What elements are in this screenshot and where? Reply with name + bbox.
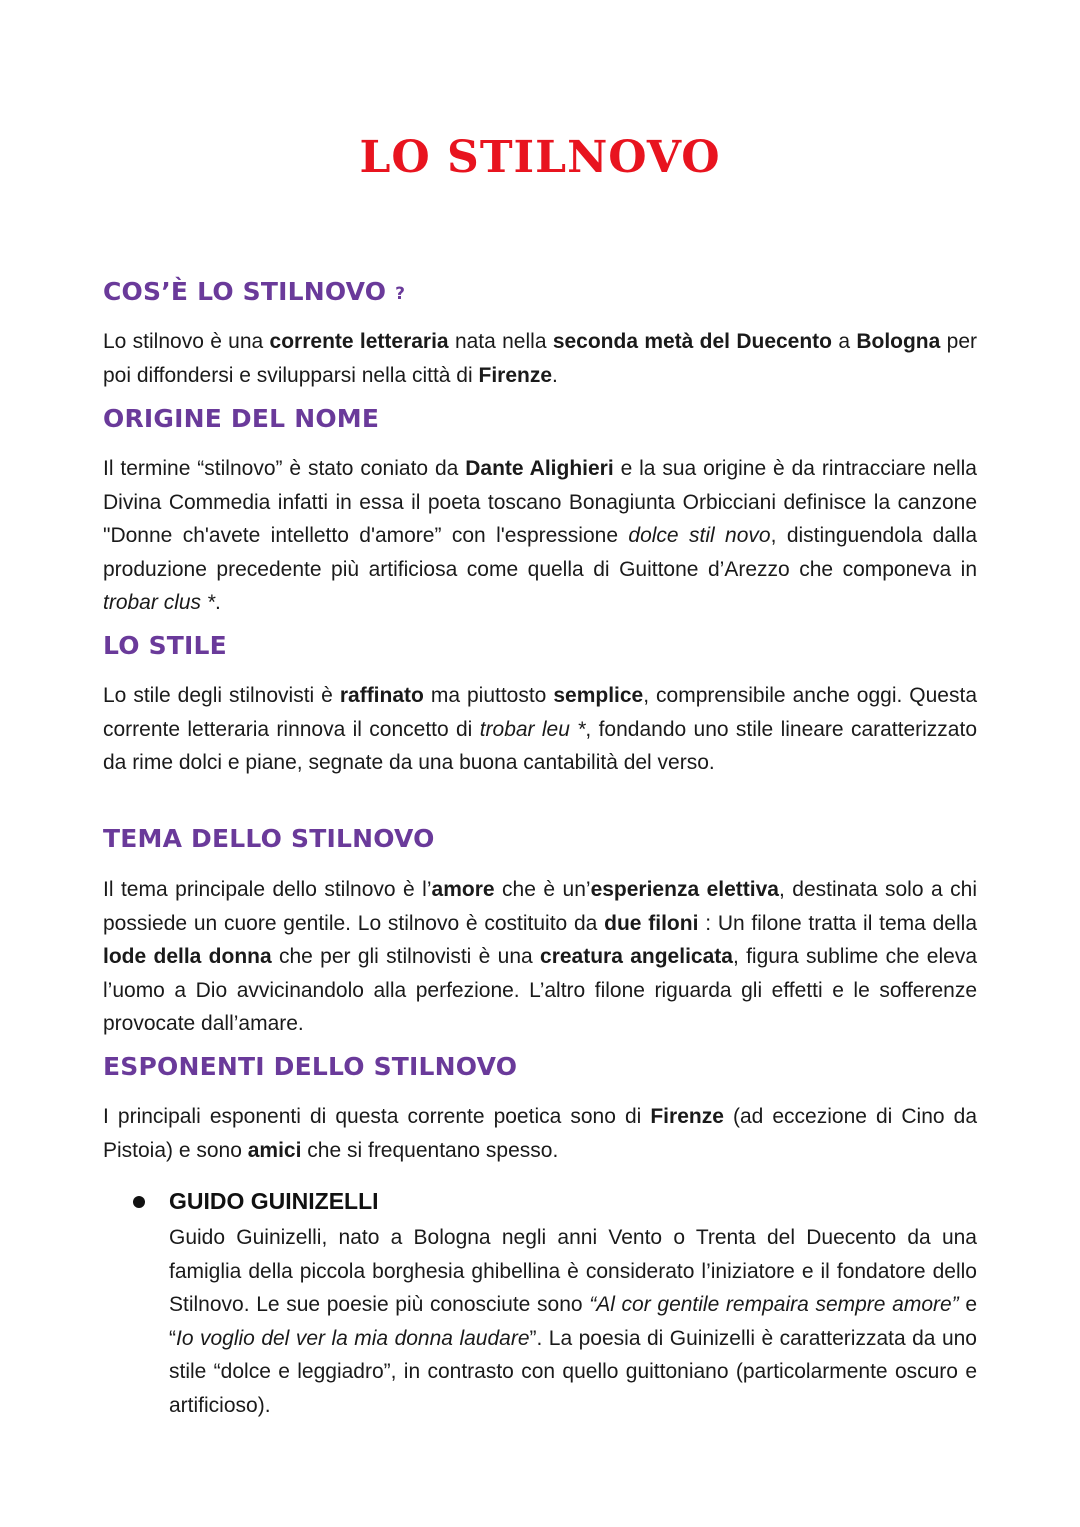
italic-text: trobar clus * xyxy=(103,591,216,614)
italic-text: dolce stil novo xyxy=(628,524,771,547)
text: Guido Guinizelli, nato a Bologna negli anni Vento o Trenta del Duecento da una famiglia della piccola borghesia ghibellina è considerato l’iniziatore e il fondatore dello Stilnovo. Le sue poesie più conosciute sono xyxy=(169,1226,977,1316)
bold-text: Dante Alighieri xyxy=(465,457,614,480)
text: : Un filone tratta il tema della xyxy=(698,911,977,935)
bold-text: esperienza elettiva xyxy=(590,878,779,901)
heading-question-mark: ? xyxy=(395,284,406,304)
text: che è un’ xyxy=(494,878,591,901)
bold-text: Bologna xyxy=(856,330,941,353)
paragraph-esponenti xyxy=(103,1100,977,1167)
bold-text: seconda metà del Duecento xyxy=(552,330,833,353)
text: , distinguendola dalla produzione precedente più artificiosa come quella di Guittone d’Arezzo che componeva in xyxy=(103,524,978,581)
text: a xyxy=(832,330,857,353)
text: Il tema principale dello stilnovo è l’ xyxy=(103,878,432,901)
text: nata nella xyxy=(448,330,553,353)
bold-text: due filoni xyxy=(604,911,699,935)
paragraph-tema xyxy=(103,873,977,1041)
paragraph-stile xyxy=(103,679,977,780)
text: . xyxy=(215,591,221,614)
text: , figura sublime che eleva l’uomo a Dio avvicinandolo alla perfezione. L’altro filone riguarda gli effetti e le sofferenze provocate dall’amare. xyxy=(103,945,977,1035)
bold-text: creatura angelicata xyxy=(540,945,733,968)
heading-text: COS’È LO STILNOVO xyxy=(103,277,387,306)
italic-text: Io voglio del ver la mia donna laudare xyxy=(176,1326,530,1350)
text: Il termine “stilnovo” è stato coniato da xyxy=(103,457,466,480)
bullet-icon xyxy=(133,1196,145,1208)
text: , comprensibile anche oggi. Questa corrente letteraria rinnova il concetto di xyxy=(103,684,977,741)
text: , destinata solo a chi possiede un cuore gentile. Lo stilnovo è costituito da xyxy=(103,878,978,935)
bold-text: amici xyxy=(247,1138,302,1162)
text: , fondando uno stile lineare caratterizzato da rime dolci e piane, segnate da una buona cantabilità del verso. xyxy=(103,717,977,774)
text: I principali esponenti di questa corrente poetica sono di xyxy=(103,1105,651,1128)
bold-text: semplice xyxy=(553,684,644,707)
text: Lo stilnovo è una xyxy=(103,330,270,353)
text: e “ xyxy=(169,1293,978,1350)
heading-guido-guinizelli: GUIDO GUINIZELLI xyxy=(169,1188,379,1214)
heading-tema-dello-stilnovo: TEMA DELLO STILNOVO xyxy=(103,824,435,853)
heading-lo-stile: LO STILE xyxy=(103,631,227,660)
paragraph-origine xyxy=(103,452,977,620)
bold-text: Firenze xyxy=(650,1105,724,1128)
text: che si frequentano spesso. xyxy=(301,1138,559,1162)
text: . xyxy=(552,363,558,387)
bold-text: raffinato xyxy=(339,684,424,707)
heading-cose-lo-stilnovo xyxy=(103,275,405,311)
text: (ad eccezione di Cino da Pistoia) e sono xyxy=(103,1105,977,1162)
text: ma piuttosto xyxy=(423,684,554,707)
heading-origine-del-nome: ORIGINE DEL NOME xyxy=(103,404,380,433)
text: e la sua origine è da rintracciare nella Divina Commedia infatti in essa il poeta toscano Bonagiunta Orbicciani definisce la canzone "Donne ch'avete intelletto d'amore” con l'espressione xyxy=(103,457,977,547)
italic-text: “Al cor gentile rempaira sempre amore” xyxy=(589,1293,959,1316)
bold-text: lode della donna xyxy=(103,945,272,968)
text: per poi diffondersi e svilupparsi nella città di xyxy=(103,330,977,387)
bold-text: Firenze xyxy=(478,363,553,387)
page-title: LO STILNOVO xyxy=(359,132,721,183)
paragraph-guinizelli xyxy=(169,1221,977,1422)
italic-text: trobar leu * xyxy=(479,717,586,741)
paragraph-cose xyxy=(103,325,977,392)
heading-esponenti-dello-stilnovo: ESPONENTI DELLO STILNOVO xyxy=(103,1052,518,1081)
text: ”. La poesia di Guinizelli è caratterizzata da uno stile “dolce e leggiadro”, in contrasto con quello guittoniano (particolarmente oscuro e artificioso). xyxy=(169,1326,977,1417)
bold-text: corrente letteraria xyxy=(269,330,449,353)
bold-text: amore xyxy=(431,878,495,901)
text: Lo stile degli stilnovisti è xyxy=(103,684,340,707)
text: che per gli stilnovisti è una xyxy=(271,945,541,968)
